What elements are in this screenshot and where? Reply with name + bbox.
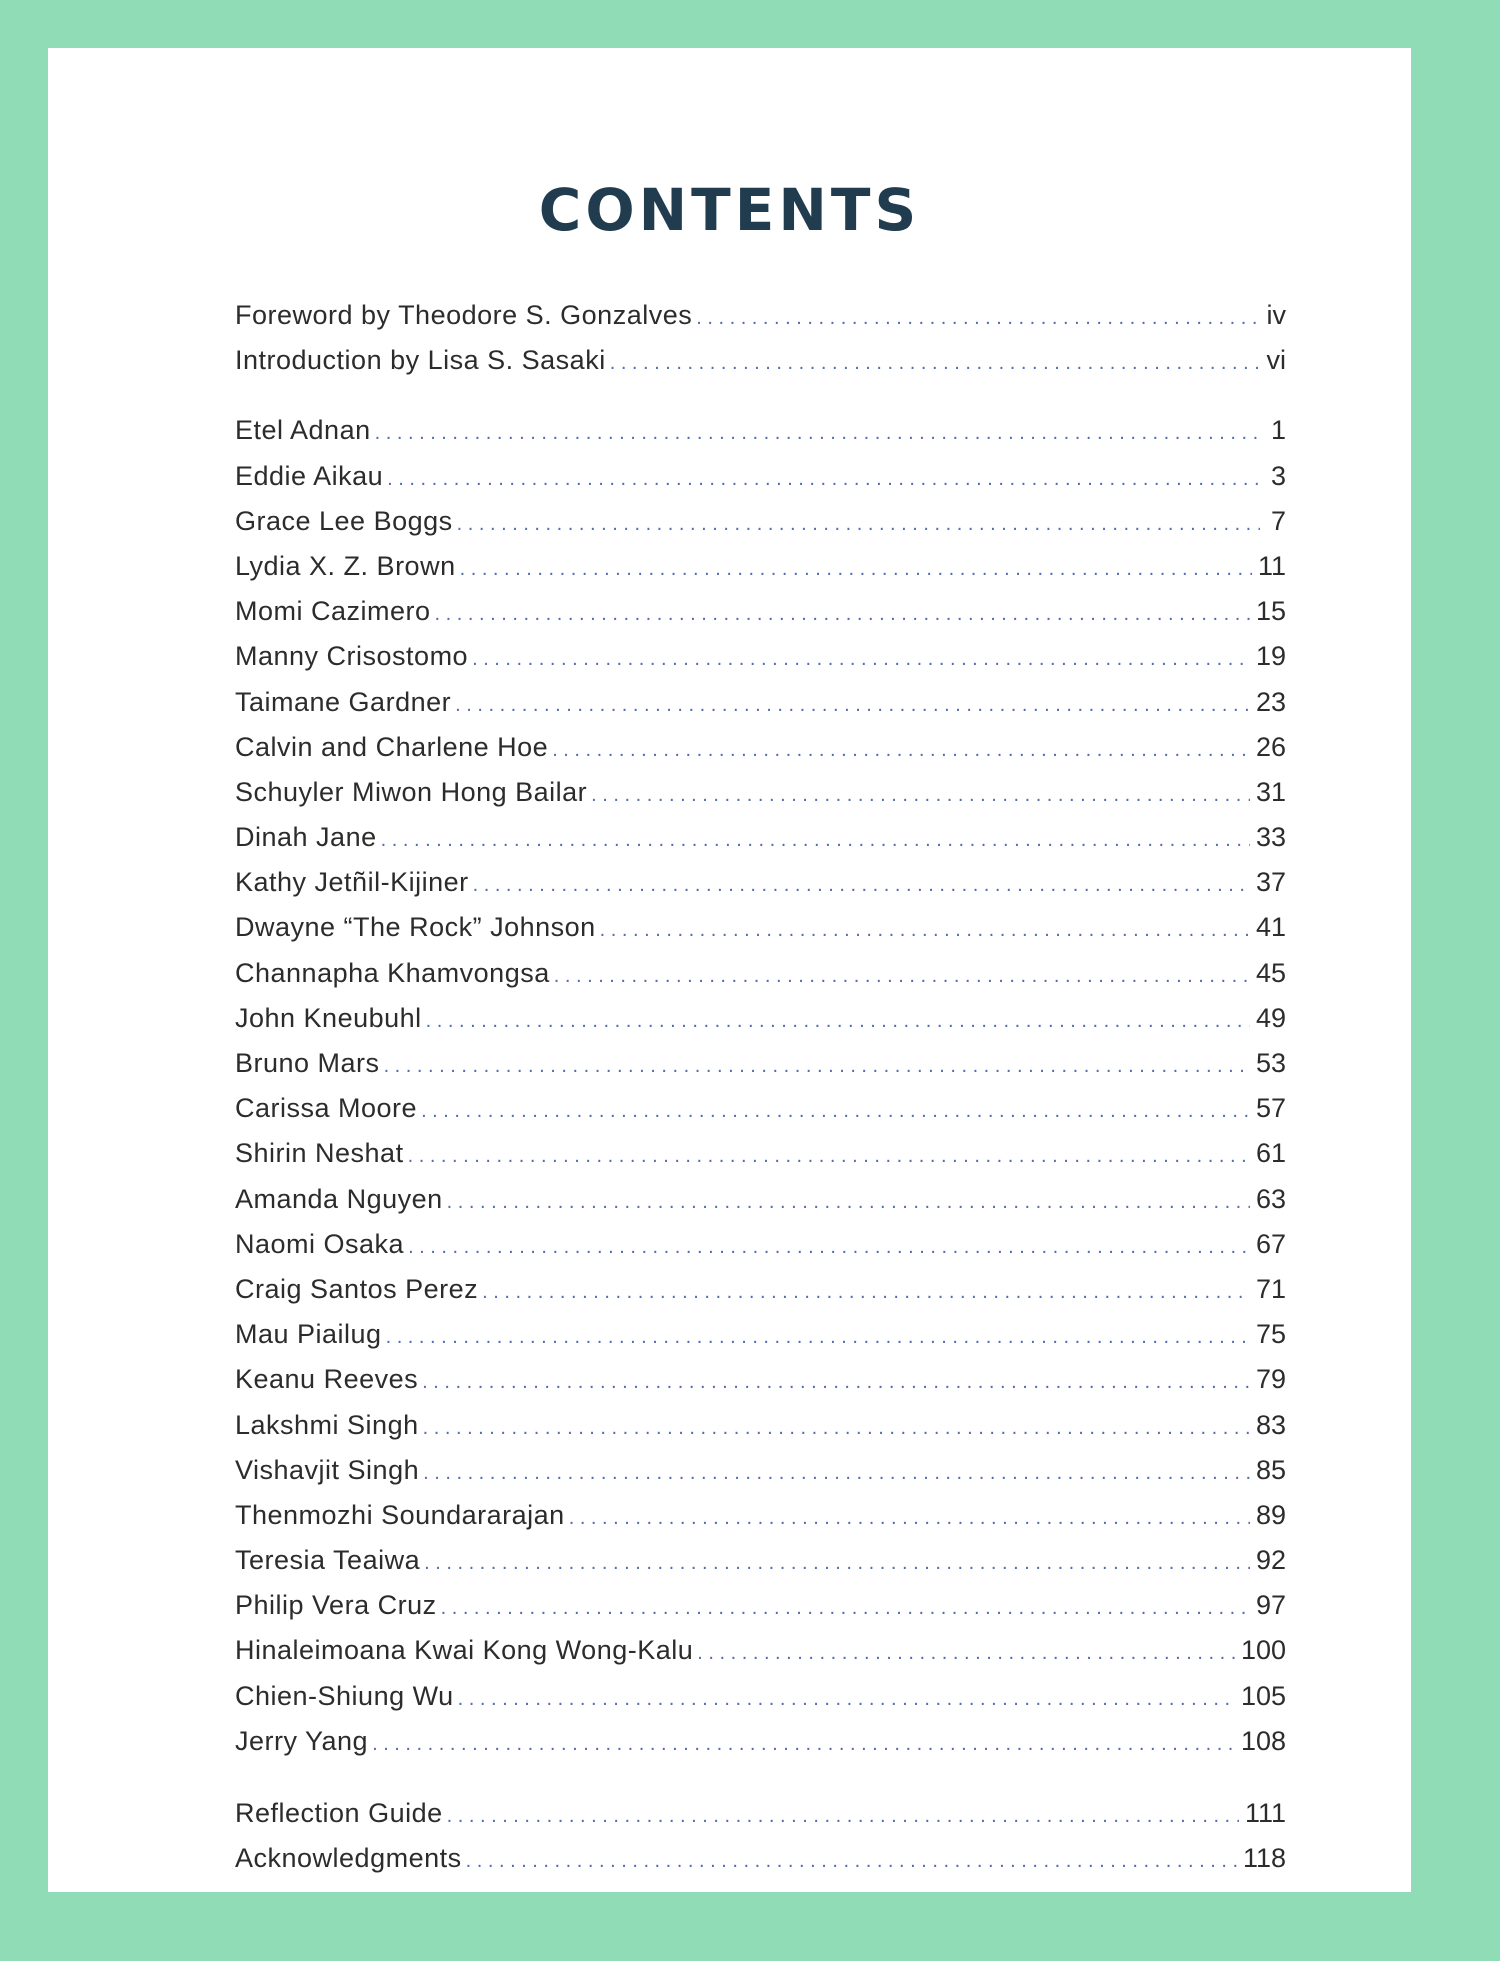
toc-entry-title: Craig Santos Perez xyxy=(235,1273,479,1304)
leader-dots xyxy=(421,1089,1250,1134)
toc-entry-title: Introduction by Lisa S. Sasaki xyxy=(235,345,606,376)
toc-entry-title: Acknowledgments xyxy=(235,1843,462,1874)
toc-entry-page: 118 xyxy=(1242,1843,1286,1874)
toc-entry[interactable] xyxy=(235,1538,1286,1583)
toc-entry[interactable] xyxy=(235,770,1286,815)
toc-entry[interactable] xyxy=(235,951,1286,996)
leader-dots xyxy=(472,637,1250,682)
toc-entry-page: 31 xyxy=(1255,776,1286,807)
toc-entry-title: Momi Cazimero xyxy=(235,596,431,627)
toc-entry-title: Carissa Moore xyxy=(235,1093,418,1124)
toc-entry-page: 53 xyxy=(1255,1048,1286,1078)
leader-dots xyxy=(458,1677,1235,1722)
toc-entry-page: 111 xyxy=(1244,1798,1286,1828)
page-title: CONTENTS xyxy=(538,176,921,244)
back-matter-section xyxy=(235,1791,1286,1881)
leader-dots xyxy=(552,728,1250,773)
toc-entry-page: 85 xyxy=(1255,1454,1286,1485)
leader-dots xyxy=(375,411,1260,456)
toc-entry-title: Bruno Mars xyxy=(235,1048,380,1078)
toc-entry[interactable] xyxy=(235,499,1286,544)
leader-dots xyxy=(610,341,1260,386)
leader-dots xyxy=(422,1360,1250,1405)
toc-entry-title: Etel Adnan xyxy=(235,415,371,446)
toc-entry-page: 67 xyxy=(1255,1228,1286,1259)
toc-entry-page: vi xyxy=(1266,345,1286,376)
toc-entry-title: Mau Piailug xyxy=(235,1319,382,1350)
toc-entry[interactable] xyxy=(235,1583,1286,1628)
toc-entry-page: 26 xyxy=(1255,731,1286,762)
leader-dots xyxy=(424,1541,1250,1586)
toc-entry-page: 37 xyxy=(1255,867,1286,898)
leader-dots xyxy=(554,954,1250,999)
toc-entry[interactable] xyxy=(235,1403,1286,1448)
toc-entry-title: Vishavjit Singh xyxy=(235,1454,420,1485)
toc-entry[interactable] xyxy=(235,589,1286,634)
leader-dots xyxy=(455,683,1250,728)
toc-entry-title: Naomi Osaka xyxy=(235,1228,405,1259)
toc-entry[interactable] xyxy=(235,634,1286,679)
section-spacer xyxy=(235,1764,1286,1791)
toc-entry-page: 79 xyxy=(1255,1364,1286,1395)
toc-entry[interactable] xyxy=(235,1448,1286,1493)
toc-entry-title: Dwayne “The Rock” Johnson xyxy=(235,912,596,943)
leader-dots xyxy=(600,908,1250,953)
toc-entry-page: 45 xyxy=(1255,957,1286,988)
toc-entry-title: Chien-Shiung Wu xyxy=(235,1680,454,1711)
front-matter-section xyxy=(235,293,1286,383)
toc-entry[interactable] xyxy=(235,338,1286,383)
toc-entry-title: Manny Crisostomo xyxy=(235,641,469,672)
toc-entry-title: Foreword by Theodore S. Gonzalves xyxy=(235,300,693,330)
toc-entry-title: Teresia Teaiwa xyxy=(235,1545,421,1576)
toc-entry-page: 57 xyxy=(1255,1093,1286,1124)
toc-entry-page: 105 xyxy=(1240,1680,1286,1711)
toc-entry[interactable] xyxy=(235,725,1286,770)
toc-entry-page: 89 xyxy=(1255,1499,1286,1530)
contents-page xyxy=(48,48,1411,1892)
toc-entry[interactable] xyxy=(235,1267,1286,1312)
toc-entry[interactable] xyxy=(235,1493,1286,1538)
toc-entry[interactable] xyxy=(235,408,1286,453)
leader-dots xyxy=(386,1315,1250,1360)
toc-entry-page: 33 xyxy=(1255,822,1286,853)
toc-entry-page: 3 xyxy=(1270,460,1286,491)
toc-entry[interactable] xyxy=(235,1719,1286,1764)
toc-entry-title: Amanda Nguyen xyxy=(235,1183,443,1214)
toc-entry[interactable] xyxy=(235,1357,1286,1402)
toc-entry-title: Lakshmi Singh xyxy=(235,1409,419,1440)
toc-entry[interactable] xyxy=(235,815,1286,860)
toc-entry-page: 41 xyxy=(1255,912,1286,943)
toc-entry-page: 1 xyxy=(1270,415,1286,446)
toc-entry-title: Shirin Neshat xyxy=(235,1138,404,1169)
leader-dots xyxy=(473,863,1250,908)
toc-entry-page: 71 xyxy=(1255,1273,1286,1304)
leader-dots xyxy=(697,1631,1235,1676)
toc-entry-title: John Kneubuhl xyxy=(235,1002,422,1033)
toc-entry-page: 100 xyxy=(1240,1635,1286,1666)
toc-entry-title: Keanu Reeves xyxy=(235,1364,419,1395)
toc-entry-title: Dinah Jane xyxy=(235,822,377,853)
toc-entry[interactable] xyxy=(235,1674,1286,1719)
toc-entry-page: iv xyxy=(1266,300,1286,330)
toc-entry[interactable] xyxy=(235,905,1286,950)
toc-entry[interactable] xyxy=(235,1086,1286,1131)
table-of-contents xyxy=(235,293,1286,1881)
toc-entry-page: 108 xyxy=(1240,1725,1286,1756)
toc-entry[interactable] xyxy=(235,293,1286,338)
leader-dots xyxy=(466,1839,1237,1884)
toc-entry-title: Kathy Jetñil-Kijiner xyxy=(235,867,469,898)
toc-entry-title: Calvin and Charlene Hoe xyxy=(235,731,549,762)
leader-dots xyxy=(569,1496,1250,1541)
leader-dots xyxy=(696,296,1260,341)
toc-entry-title: Eddie Aikau xyxy=(235,460,384,491)
leader-dots xyxy=(426,999,1250,1044)
leader-dots xyxy=(423,1406,1250,1451)
toc-entry-page: 75 xyxy=(1255,1319,1286,1350)
toc-entry[interactable] xyxy=(235,1177,1286,1222)
toc-entry-title: Thenmozhi Soundararajan xyxy=(235,1499,565,1530)
toc-entry-title: Jerry Yang xyxy=(235,1725,369,1756)
leader-dots xyxy=(408,1225,1250,1270)
leader-dots xyxy=(384,1044,1250,1089)
leader-dots xyxy=(372,1722,1235,1767)
leader-dots xyxy=(447,1180,1250,1225)
toc-entry[interactable] xyxy=(235,1791,1286,1836)
toc-entry-page: 61 xyxy=(1255,1138,1286,1169)
toc-entry-title: Schuyler Miwon Hong Bailar xyxy=(235,776,588,807)
toc-entry-page: 63 xyxy=(1255,1183,1286,1214)
toc-entry-page: 11 xyxy=(1257,550,1286,581)
leader-dots xyxy=(457,502,1260,547)
toc-entry[interactable] xyxy=(235,1131,1286,1176)
toc-entry-title: Grace Lee Boggs xyxy=(235,505,453,536)
toc-entry[interactable] xyxy=(235,1041,1286,1086)
leader-dots xyxy=(447,1794,1239,1839)
toc-entry-page: 97 xyxy=(1255,1590,1286,1621)
toc-entry-title: Philip Vera Cruz xyxy=(235,1590,437,1621)
toc-entry-title: Reflection Guide xyxy=(235,1798,443,1828)
toc-entry[interactable] xyxy=(235,1836,1286,1881)
toc-entry-page: 23 xyxy=(1255,686,1286,717)
toc-entry-page: 15 xyxy=(1255,596,1286,627)
leader-dots xyxy=(423,1451,1250,1496)
toc-entry[interactable] xyxy=(235,860,1286,905)
profiles-section xyxy=(235,408,1286,1764)
toc-entry-title: Lydia X. Z. Brown xyxy=(235,550,456,581)
toc-entry[interactable] xyxy=(235,1628,1286,1673)
leader-dots xyxy=(460,547,1252,592)
toc-entry-page: 83 xyxy=(1255,1409,1286,1440)
toc-entry[interactable] xyxy=(235,1222,1286,1267)
leader-dots xyxy=(591,773,1250,818)
toc-entry[interactable] xyxy=(235,454,1286,499)
toc-entry-title: Taimane Gardner xyxy=(235,686,452,717)
toc-entry-page: 92 xyxy=(1255,1545,1286,1576)
leader-dots xyxy=(435,592,1250,637)
toc-entry-page: 19 xyxy=(1255,641,1286,672)
section-spacer xyxy=(235,383,1286,408)
toc-entry-title: Channapha Khamvongsa xyxy=(235,957,550,988)
leader-dots xyxy=(441,1586,1250,1631)
toc-entry[interactable] xyxy=(235,544,1286,589)
leader-dots xyxy=(482,1270,1250,1315)
toc-entry[interactable] xyxy=(235,996,1286,1041)
leader-dots xyxy=(387,457,1260,502)
toc-entry[interactable] xyxy=(235,680,1286,725)
toc-entry[interactable] xyxy=(235,1312,1286,1357)
toc-entry-page: 7 xyxy=(1270,505,1286,536)
leader-dots xyxy=(408,1134,1250,1179)
leader-dots xyxy=(381,818,1250,863)
toc-entry-title: Hinaleimoana Kwai Kong Wong-Kalu xyxy=(235,1635,694,1666)
toc-entry-page: 49 xyxy=(1255,1002,1286,1033)
